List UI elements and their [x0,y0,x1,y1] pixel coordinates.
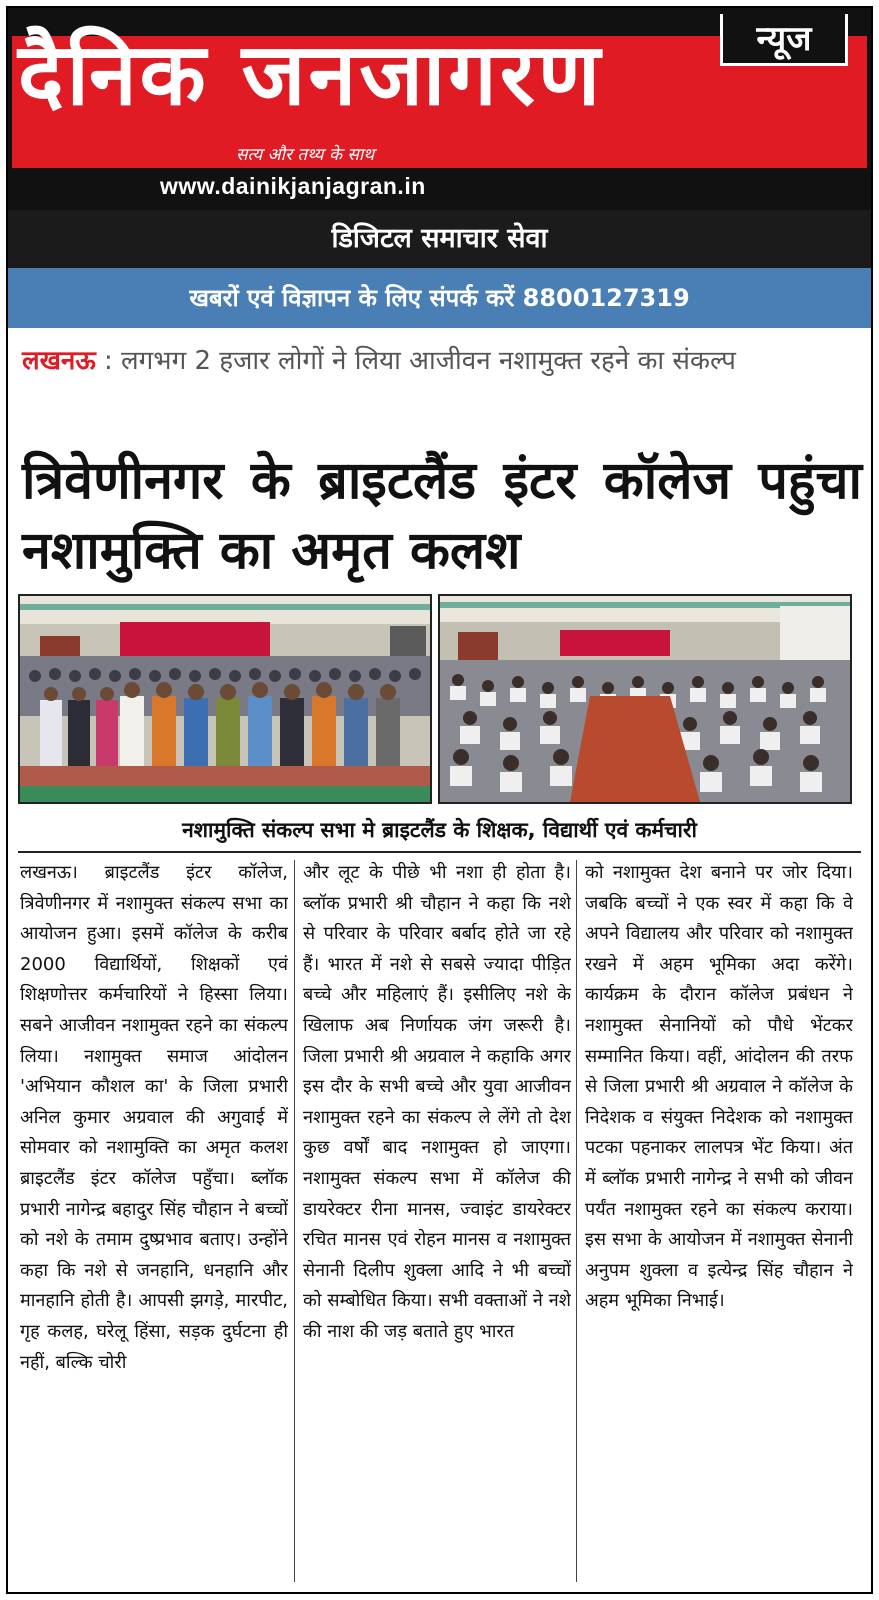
article-column-3: को नशामुक्त देश बनाने पर जोर दिया। जबकि बच्चों ने एक स्वर में कहा कि वे अपने विद्यालय और परिवार को नशामुक्त रखने में अहम भूमिका अदा करेंगे। कार्यक्रम के दौरान कॉलेज प्रबंधन ने नशामुक्त सेनानियों को पौधे भेंटकर सम्मानित किया। वहीं, आंदोलन की तरफ से जिला प्रभारी श्री अग्रवाल ने कॉलेज के निदेशक व संयुक्त निदेशक को नशामुक्त पटका पहनाकर लालपत्र भेंट किया। अंत में ब्लॉक प्रभारी नागेन्द्र ने सभी को जीवन पर्यंत नशामुक्त रहने का संकल्प कराया। इस सभा के आयोजन में नशामुक्त सेनानी अनुपम शुक्ला व इत्येन्द्र सिंह चौहान ने अहम भूमिका निभाई। [585,862,853,1312]
photo-caption: नशामुक्ति संकल्प सभा मे ब्राइटलैंड के शिक्षक, विद्यार्थी एवं कर्मचारी [182,818,697,842]
event-photo-students [438,594,852,804]
service-banner [8,210,871,268]
headline: त्रिवेणीनगर के ब्राइटलैंड इंटर कॉलेज पहुंचा नशामुक्ति का अमृत कलश [22,451,862,581]
caption-rule [18,851,861,853]
newspaper-title: दैनिक जनजागरण [18,25,604,125]
article-column-1: लखनऊ। ब्राइटलैंड इंटर कॉलेज, त्रिवेणीनगर में नशामुक्त संकल्प सभा का आयोजन हुआ। इसमें कॉलेज के करीब 2000 विद्यार्थियों, शिक्षकों एवं शिक्षणोत्तर कर्मचारियों ने हिस्सा लिया। सबने आजीवन नशामुक्त रहने का संकल्प लिया। नशामुक्त समाज आंदोलन 'अभियान कौशल का' के जिला प्रभारी अनिल कुमार अग्रवाल की अगुवाई में सोमवार को नशामुक्ति का अमृत कलश ब्राइटलैंड इंटर कॉलेज पहुँचा। ब्लॉक प्रभारी नागेन्द्र बहादुर सिंह चौहान ने बच्चों को नशे के तमाम दुष्प्रभाव बताए। उन्होंने कहा कि नशे से जनहानि, धनहानि और मानहानि होती है। आपसी झगड़े, मारपीट, गृह कलह, घरेलू हिंसा, सड़क दुर्घटना ही नहीं, बल्कि चोरी [20,862,288,1373]
news-tab [720,14,848,66]
tagline: सत्य और तथ्य के साथ [236,145,375,165]
subheadline-text: : लगभग 2 हजार लोगों ने लिया आजीवन नशामुक्त रहने का संकल्प [104,346,736,376]
service-label: डिजिटल समाचार सेवा [331,223,548,254]
event-photo-group [18,594,432,804]
contact-text: खबरों एवं विज्ञापन के लिए संपर्क करें 8800127319 [189,284,690,312]
subheadline [22,344,852,378]
dateline-city: लखनऊ [22,346,96,376]
article-column-2: और लूट के पीछे भी नशा ही होता है। ब्लॉक प्रभारी श्री चौहान ने कहा कि नशे से परिवार के परिवार बर्बाद होते जा रहे हैं। भारत में नशे से सबसे ज्यादा पीड़ित बच्चे और महिलाएं हैं। इसीलिए नशे के खिलाफ अब निर्णायक जंग जरूरी है। जिला प्रभारी श्री अग्रवाल ने कहाकि अगर इस दौर के सभी बच्चे और युवा आजीवन नशामुक्त रहने का संकल्प ले लेंगे तो देश कुछ वर्षों बाद नशामुक्त हो जाएगा। नशामुक्त संकल्प सभा में कॉलेज की डायरेक्टर रीना मानस, ज्वाइंट डायरेक्टर रचित मानस एवं रोहन मानस व नशामुक्त सेनानी दिलीप शुक्ला आदि ने भी बच्चों को सम्बोधित किया। सभी वक्ताओं ने नशे की नाश की जड़ बताते हुए भारत [303,862,571,1342]
column-divider [294,860,295,1582]
newspaper-clipping [6,6,873,1594]
url-bar [12,168,867,204]
news-tab-label: न्यूज [756,19,812,59]
masthead [8,8,871,210]
column-divider [576,860,577,1582]
contact-banner [8,268,871,328]
website-url: www.dainikjanjagran.in [160,173,426,199]
